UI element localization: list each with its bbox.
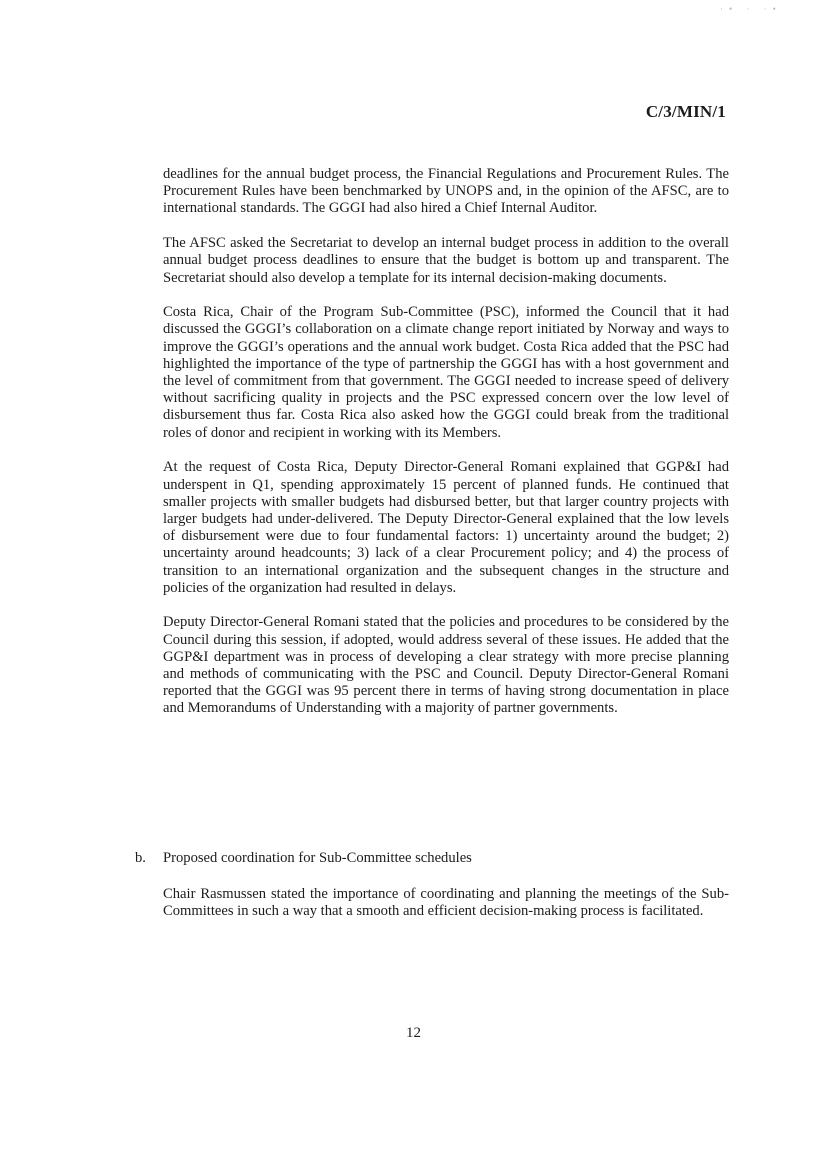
paragraph: At the request of Costa Rica, Deputy Director-General Romani explained that GGP&I had underspent in Q1, spending approximately 15 percent of planned funds. He continued that smaller projects with smaller budgets had disbursed better, but that larger country projects with larger budgets had under-delivered. The Deputy Director-General explained that the low levels of disbursement were due to four fundamental factors: 1) uncertainty around the budget; 2) uncertainty around headcounts; 3) lack of a clear Procurement policy; and 4) the process of transition to an international organization and the subsequent changes in the structure and policies of the organization had resulted in delays. xyxy=(163,459,729,596)
scan-specks: ·• · ·• xyxy=(720,4,782,14)
section-heading xyxy=(135,850,472,867)
document-id: C/3/MIN/1 xyxy=(645,102,726,121)
section-title: Proposed coordination for Sub-Committee schedules xyxy=(163,850,472,866)
paragraph: deadlines for the annual budget process, the Financial Regulations and Procurement Rules. The Procurement Rules have been benchmarked by UNOPS and, in the opinion of the AFSC, are to international standards. The GGGI had also hired a Chief Internal Auditor. xyxy=(163,166,729,217)
paragraph: Chair Rasmussen stated the importance of coordinating and planning the meetings of the Sub-Committees in such a way that a smooth and efficient decision-making process is facilitated. xyxy=(163,886,729,920)
paragraph: Costa Rica, Chair of the Program Sub-Committee (PSC), informed the Council that it had discussed the GGGI’s collaboration on a climate change report initiated by Norway and ways to improve the GGGI’s operations and the annual work budget. Costa Rica added that the PSC had highlighted the importance of the type of partnership the GGGI has with a host government and the level of commitment from that government. The GGGI needed to increase speed of delivery without sacrificing quality in projects and the PSC expressed concern over the low level of disbursement thus far. Costa Rica also asked how the GGGI could break from the traditional roles of donor and recipient in working with its Members. xyxy=(163,304,729,441)
section-letter: b. xyxy=(135,850,146,866)
paragraph: The AFSC asked the Secretariat to develop an internal budget process in addition to the overall annual budget process deadlines to ensure that the budget is bottom up and transparent. The Secretariat should also develop a template for its internal decision-making documents. xyxy=(163,235,729,286)
paragraph: Deputy Director-General Romani stated that the policies and procedures to be considered by the Council during this session, if adopted, would address several of these issues. He added that the GGP&I department was in process of developing a clear strategy with more precise planning and methods of communicating with the PSC and Council. Deputy Director-General Romani reported that the GGGI was 95 percent there in terms of having strong documentation in place and Memorandums of Understanding with a majority of partner governments. xyxy=(163,614,729,717)
body-text xyxy=(163,166,729,735)
section-body xyxy=(163,886,729,920)
page-number: 12 xyxy=(406,1025,421,1041)
